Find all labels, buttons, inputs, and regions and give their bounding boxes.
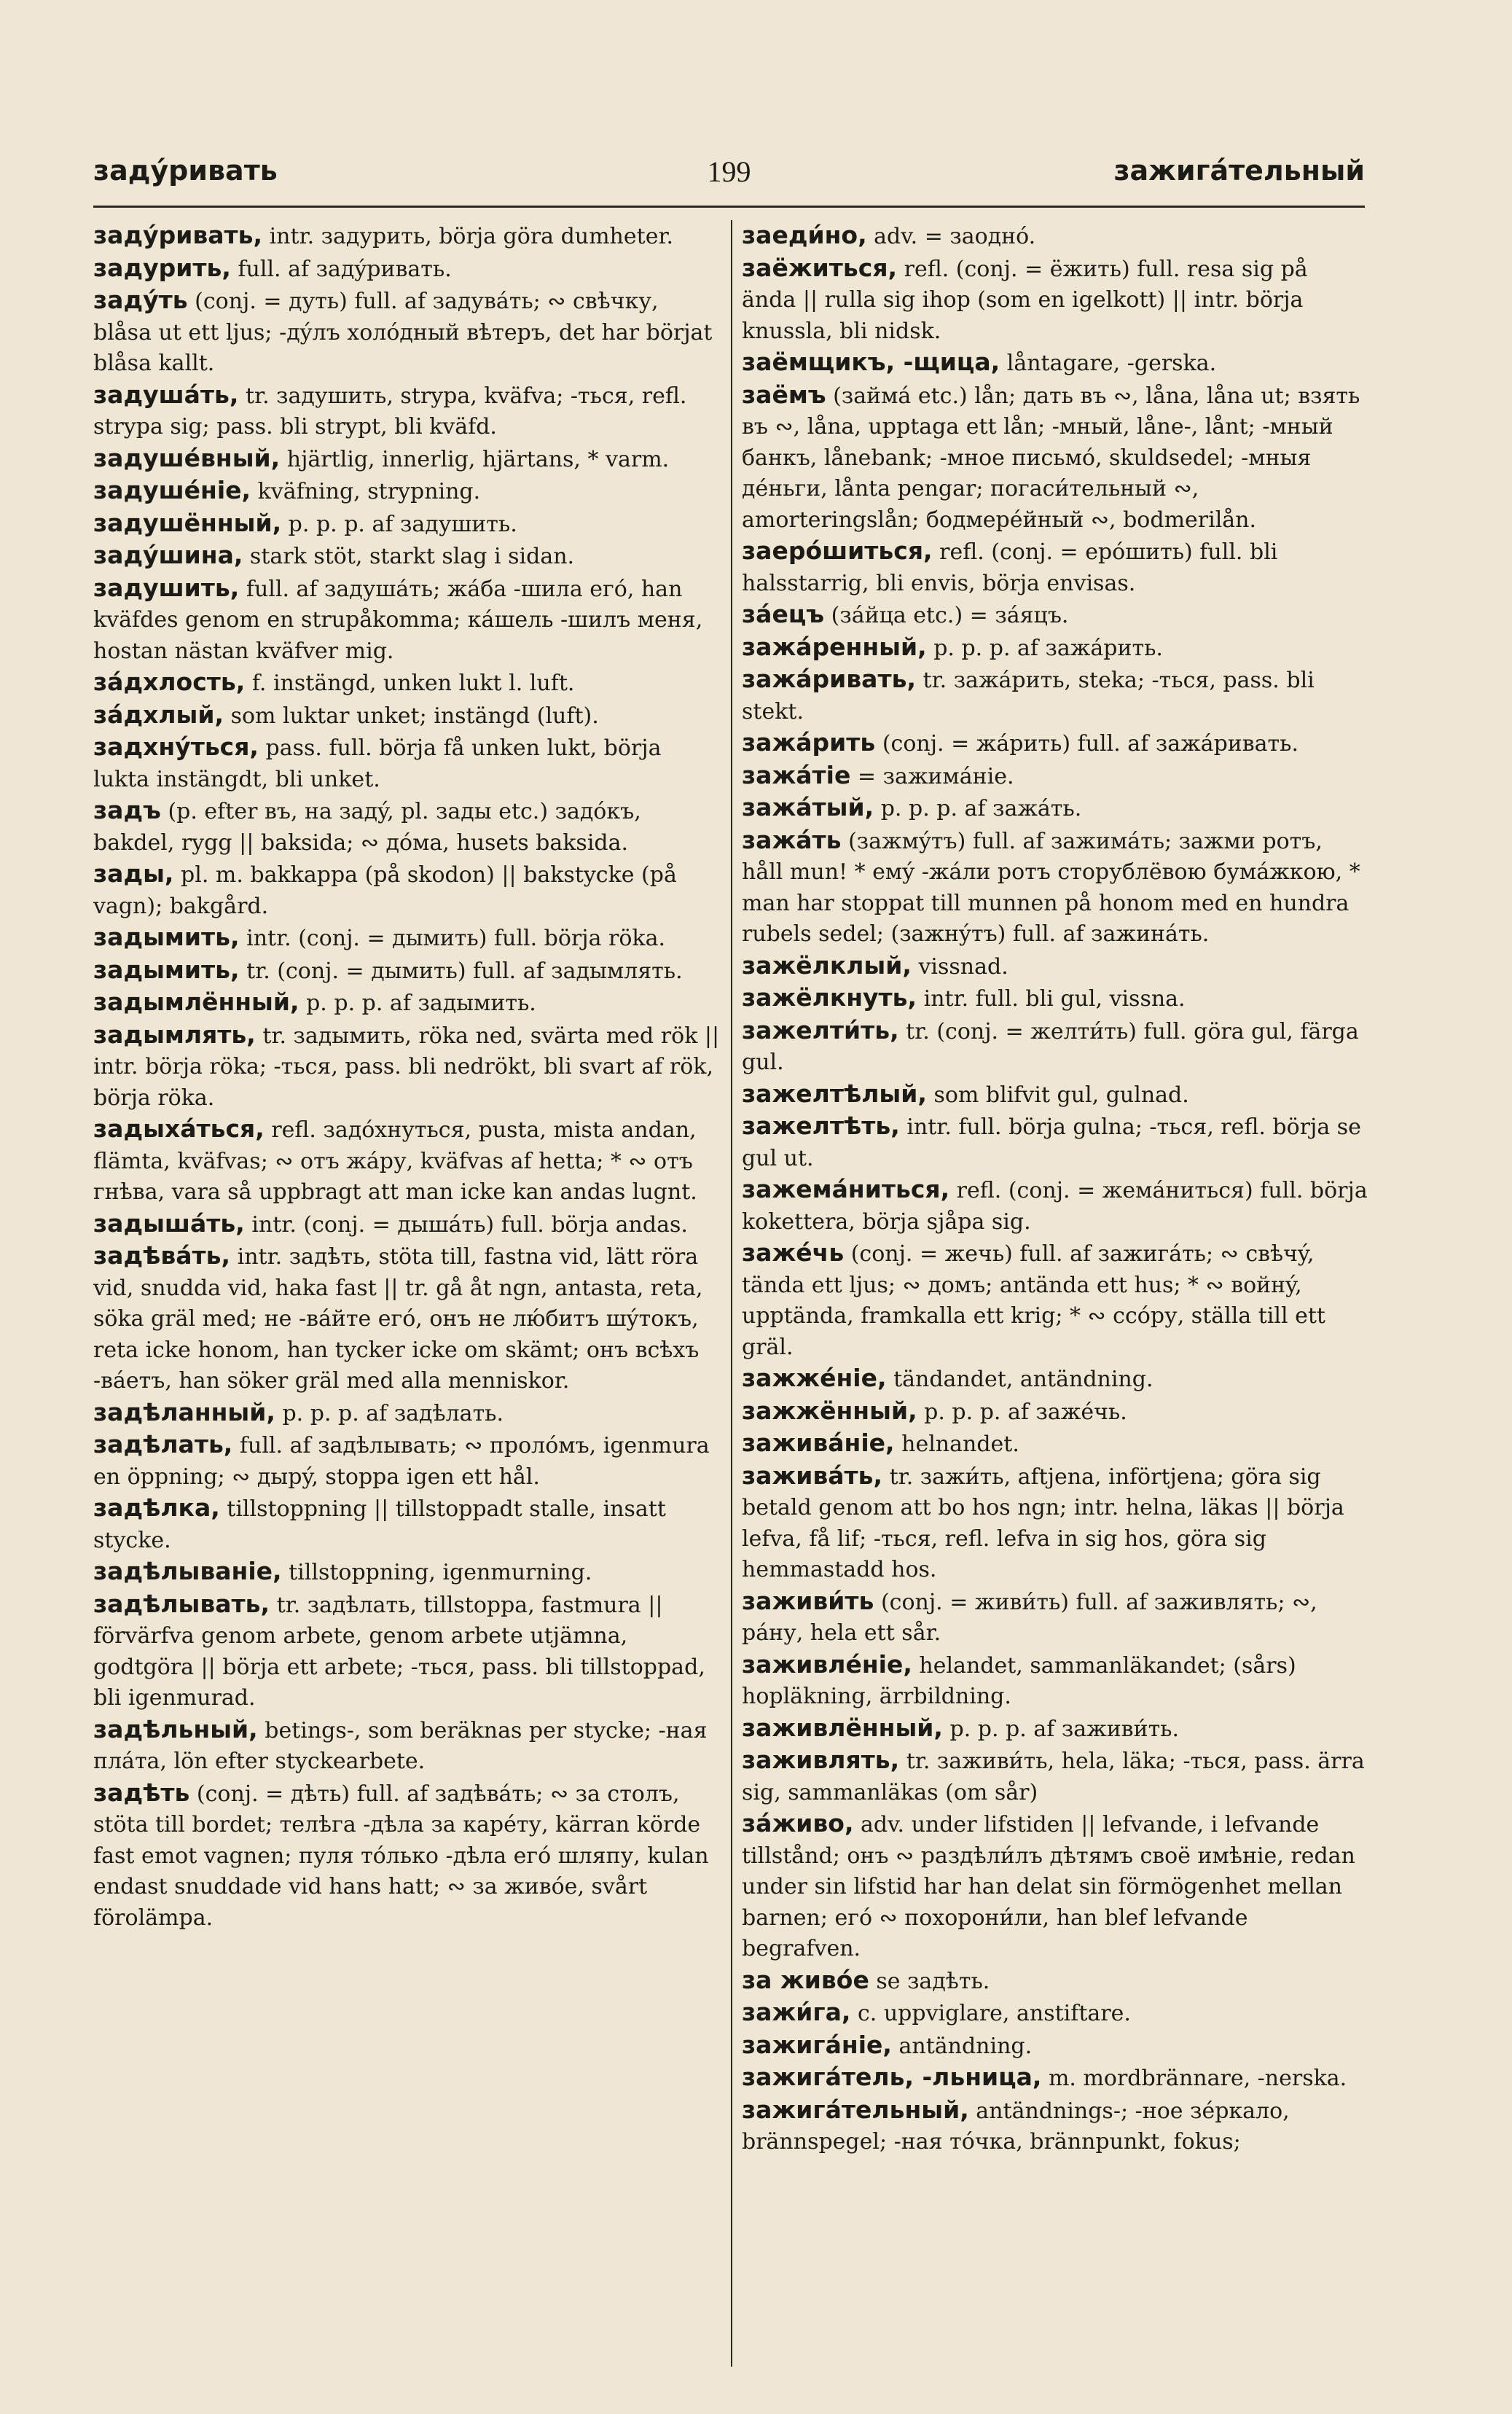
entry-headword: задѣланный, (93, 1397, 275, 1426)
entry-headword: зажелти́ть, (742, 1015, 899, 1044)
dictionary-entry (742, 1079, 1368, 1112)
dictionary-entry (742, 825, 1368, 950)
entry-definition: som luktar unket; instängd (luft). (224, 703, 599, 729)
entry-headword: заживлённый, (742, 1713, 943, 1742)
entry-definition: antändning. (891, 2033, 1033, 2059)
dictionary-entry (93, 955, 720, 988)
dictionary-entry (742, 1808, 1368, 1965)
entry-definition: tändandet, antändning. (886, 1367, 1153, 1392)
dictionary-entry (742, 1713, 1368, 1746)
entry-headword: заёмщикъ, -щица, (742, 348, 1000, 376)
entry-headword: заживáніе, (742, 1429, 895, 1457)
entry-headword: зажáривать, (742, 665, 916, 693)
entry-definition: helnandet. (894, 1431, 1019, 1457)
entry-definition: p. p. p. af зажéчь. (917, 1399, 1127, 1425)
dictionary-entry (742, 2062, 1368, 2095)
dictionary-entry (742, 950, 1368, 983)
dictionary-entry (742, 380, 1368, 536)
entry-headword: заживлéніе, (742, 1649, 912, 1679)
entry-headword: задѣть (93, 1778, 190, 1807)
entry-headword: задушáть, (93, 380, 239, 409)
dictionary-entry (93, 253, 720, 286)
entry-definition: p. p. p. af заживи́ть. (942, 1716, 1180, 1742)
dictionary-entry (93, 1397, 720, 1430)
entry-definition: låntagare, -gerska. (1000, 351, 1217, 376)
dictionary-entry (93, 1241, 720, 1397)
entry-headword: задѣлка, (93, 1493, 220, 1522)
entry-headword: зады, (93, 859, 174, 888)
entry-headword: задѣлывать, (93, 1589, 270, 1618)
dictionary-entry (742, 1461, 1368, 1586)
entry-headword: задѣльный, (93, 1714, 258, 1743)
dictionary-entry (742, 253, 1368, 348)
entry-headword: задýшина, (93, 541, 243, 569)
entry-definition: full. af задушáть; жáба -шила егó, han kväfdes genom en strupåkomma; кáшель -шилъ меня, hostan nästan kväfver mig. (93, 576, 703, 664)
page-number: 199 (707, 155, 751, 188)
dictionary-entry (93, 700, 720, 733)
entry-headword: задýривать, (93, 221, 263, 249)
dictionary-entry (742, 1745, 1368, 1808)
entry-definition: intr. (conj. = дымить) full. börja röka. (239, 926, 665, 951)
entry-definition: full. af задѣлывать; ∾ пролóмъ, igenmura en öppning; ∾ дырý, stoppa igen ett hål. (93, 1433, 710, 1490)
dictionary-entry (93, 1114, 720, 1208)
dictionary-entry (93, 573, 720, 668)
entry-headword: задымлённый, (93, 988, 299, 1016)
entry-definition: full. af задýривать. (230, 256, 452, 282)
entry-definition: = зажимáніе. (850, 763, 1014, 789)
entry-headword: зажигáтельный, (742, 2095, 969, 2124)
entry-definition: adv. = заоднó. (866, 224, 1036, 249)
dictionary-entry (742, 1111, 1368, 1174)
entry-definition: tr. зажи́ть, aftjena, införtjena; göra sig betald genom att bo hos ngn; intr. helna, läkas || börja lefva, få lif; -ться, refl. lefva in sig hos, göra sig hemmastadd hos. (742, 1464, 1344, 1582)
dictionary-entry (93, 220, 720, 253)
entry-definition: (зáйца etc.) = зáяцъ. (824, 603, 1069, 628)
entry-definition: stark stöt, starkt slag i sidan. (243, 544, 575, 569)
dictionary-entry (93, 1556, 720, 1589)
entry-definition: (займá etc.) lån; дать въ ∾, låna, låna ut; взять въ ∾, låna, upptaga ett lån; -мный, låne-, lånt; -мный банкъ, lånebank; -мное письмó, skuldsedel; -мныя дéньги, lånta pengar; погаси́тельный ∾, amorteringslån; бодмерéйный ∾, bodmerilån. (742, 383, 1360, 533)
entry-headword: зажáрить (742, 728, 876, 757)
entry-headword: зажжéніе, (742, 1364, 887, 1392)
entry-definition: intr. задѣть, stöta till, fastna vid, lätt röra vid, snudda vid, haka fast || tr. gå åt ngn, antasta, reta, söka gräl med; не -вáйте егó, онъ не лю́битъ шýтокъ, reta icke honom, han tycker icke om skämt; онъ всѣхъ -вáетъ, han söker gräl med alla menniskor. (93, 1244, 703, 1394)
header-rule (93, 206, 1365, 208)
entry-headword: заёжиться, (742, 253, 898, 282)
entry-definition: refl. задóхнуться, pusta, mista andan, flämta, kväfvas; ∾ отъ жáру, kväfvas af hetta; * ∾ отъ гнѣва, vara så uppbragt att man icke kan andas lugnt. (93, 1117, 697, 1205)
entry-definition: c. uppviglare, anstiftare. (850, 2001, 1131, 2026)
entry-headword: задýть (93, 286, 188, 314)
dictionary-entry (742, 1238, 1368, 1363)
dictionary-entry (742, 1363, 1368, 1396)
dictionary-entry (742, 1586, 1368, 1649)
entry-headword: зажáтіе (742, 760, 851, 789)
left-column (93, 220, 720, 1934)
dictionary-entry (93, 859, 720, 922)
entry-headword: зажáтый, (742, 793, 874, 821)
dictionary-entry (93, 732, 720, 795)
entry-definition: m. mordbrännare, -nerska. (1041, 2066, 1347, 2091)
entry-definition: (зажмýтъ) full. af зажимáть; зажми ротъ, håll mun! * емý -жáли ротъ сторублёвою бумáжкою, * man har stoppat till munnen på honom med en hundra rubels sedel; (зажнýтъ) full. af зажинáть. (742, 828, 1360, 947)
dictionary-entry (93, 1714, 720, 1778)
entry-definition: refl. (conj. = ерóшить) full. bli halsstarrig, bli envis, börja envisas. (742, 539, 1278, 596)
dictionary-entry (93, 285, 720, 380)
entry-definition: tillstoppning || tillstoppadt stalle, insatt stycke. (93, 1496, 666, 1553)
entry-headword: зажжённый, (742, 1396, 917, 1425)
entry-definition: p. p. p. af задымить. (299, 991, 536, 1016)
entry-definition: refl. (conj. = ёжить) full. resa sig på ända || rulla sig ihop (som en igelkott) || intr. börja knussla, bli nidsk. (742, 256, 1308, 344)
dictionary-entry (93, 1778, 720, 1934)
dictionary-entry (93, 795, 720, 859)
entry-headword: заеди́но, (742, 221, 867, 249)
dictionary-entry (742, 2030, 1368, 2063)
entry-headword: заживáть, (742, 1461, 883, 1490)
entry-headword: зажёлклый, (742, 950, 912, 980)
entry-headword: зажигáніе, (742, 2030, 892, 2059)
dictionary-entry (742, 1997, 1368, 2030)
entry-definition: se задѣть. (869, 1968, 990, 1994)
dictionary-entry (93, 922, 720, 955)
entry-definition: (conj. = дѣть) full. af задѣвáть; ∾ за столъ, stöta till bordet; телѣга -дѣла за карéту, kärran körde fast emot vagnen; пуля тóлько -дѣла егó шляпу, kulan endast snuddade vid hans hatt; ∾ за живóе, svårt förolämpa. (93, 1781, 709, 1931)
entry-definition: antändnings-; -ное зéркало, brännspegel; -ная тóчка, brännpunkt, fokus; (742, 2098, 1290, 2155)
dictionary-entry (93, 540, 720, 573)
entry-headword: задѣлать, (93, 1430, 233, 1458)
guide-word-left: задýривать (93, 155, 278, 187)
entry-definition: intr. задурить, börja göra dumheter. (262, 224, 674, 249)
dictionary-entry (742, 2095, 1368, 2158)
entry-headword: зажемáниться, (742, 1175, 950, 1203)
running-header (93, 155, 1365, 198)
dictionary-entry (93, 1589, 720, 1714)
entry-headword: задыхáться, (93, 1114, 265, 1143)
entry-headword: заерóшиться, (742, 536, 933, 565)
entry-definition: pass. full. börja få unken lukt, börja lukta instängdt, bli unket. (93, 735, 662, 792)
dictionary-entry (742, 760, 1368, 793)
dictionary-entry (742, 1649, 1368, 1713)
dictionary-entry (93, 1020, 720, 1114)
entry-definition: pl. m. bakkappa (på skodon) || bakstycke (på vagn); bakgård. (93, 862, 677, 919)
entry-definition: adv. under lifstiden || lefvande, i lefvande tillstånd; онъ ∾ раздѣли́лъ дѣтямъ своё имѣніе, redan under sin lifstid har han delat sin förmögenhet mellan barnen; егó ∾ похорони́ли, han blef lefvande begrafven. (742, 1812, 1355, 1961)
dictionary-entry (93, 667, 720, 700)
entry-definition: p. p. p. af задушить. (281, 511, 517, 537)
entry-headword: зажéчь (742, 1238, 845, 1267)
column-divider (731, 220, 732, 2367)
entry-headword: задѣлываніе, (93, 1557, 282, 1585)
entry-definition: helandet, sammanläkandet; (sårs) hopläkning, ärrbildning. (742, 1652, 1296, 1709)
dictionary-entry (93, 987, 720, 1020)
entry-headword: задушённый, (93, 508, 282, 537)
dictionary-entry (742, 1396, 1368, 1429)
entry-definition: p. p. p. af задѣлать. (275, 1400, 504, 1426)
dictionary-entry (742, 1174, 1368, 1238)
entry-headword: задушéвный, (93, 443, 281, 472)
entry-headword: задушить, (93, 573, 240, 602)
entry-definition: p. p. p. af зажáрить. (926, 635, 1163, 661)
entry-headword: зажелтѣть, (742, 1112, 900, 1140)
entry-definition: betings-, som beräknas per stycke; -ная плáта, lön efter styckearbete. (93, 1717, 708, 1774)
dictionary-entry (742, 664, 1368, 727)
entry-definition: refl. (conj. = жемáниться) full. börja kokettera, börja sjåpa sig. (742, 1178, 1368, 1235)
entry-headword: задхнýться, (93, 733, 259, 761)
dictionary-entry (742, 220, 1368, 253)
entry-headword: заживлять, (742, 1746, 900, 1774)
entry-definition: hjärtlig, innerlig, hjärtans, * varm. (280, 446, 670, 472)
entry-headword: за живóе (742, 1965, 869, 1994)
entry-headword: задымить, (93, 955, 240, 984)
dictionary-entry (742, 1965, 1368, 1998)
entry-definition: (conj. = жечь) full. af зажигáть; ∾ свѣчý, tända ett ljus; ∾ домъ; antända ett hus; * ∾ войнý, upptända, framkalla ett krig; * ∾ ссóру, ställa till ett gräl. (742, 1241, 1325, 1360)
entry-definition: (p. efter въ, на задý, pl. зады etc.) задóкъ, bakdel, rygg || baksida; ∾ дóма, husets baksida. (93, 799, 641, 856)
entry-headword: зажигáтель, -льница, (742, 2063, 1042, 2091)
entry-definition: (conj. = дуть) full. af задувáть; ∾ свѣчку, blåsa ut ett ljus; -дýлъ холóдный вѣтеръ, det har börjat blåsa kallt. (93, 289, 713, 376)
entry-definition: tr. задымить, röka ned, svärta med rök || intr. börja röka; -ться, pass. bli nedrökt, bli svart af rök, börja röka. (93, 1023, 720, 1111)
entry-definition: intr. full. börja gulna; -ться, refl. börja se gul ut. (742, 1114, 1361, 1171)
entry-definition: f. instängd, unken lukt l. luft. (245, 671, 575, 696)
entry-definition: intr. (conj. = дышáть) full. börja andas. (244, 1211, 688, 1238)
dictionary-entry (93, 1429, 720, 1493)
entry-headword: задѣвáть, (93, 1241, 231, 1270)
dictionary-entry (742, 983, 1368, 1015)
entry-headword: задъ (93, 796, 161, 824)
entry-headword: зáдхлость, (93, 668, 246, 696)
entry-headword: зáецъ (742, 600, 825, 628)
entry-headword: зажáть (742, 825, 842, 854)
dictionary-entry (742, 347, 1368, 380)
entry-definition: som blifvit gul, gulnad. (926, 1082, 1189, 1108)
entry-definition: tr. (conj. = желти́ть) full. göra gul, färga gul. (742, 1018, 1359, 1075)
entry-headword: зажелтѣлый, (742, 1079, 927, 1108)
entry-definition: tillstoppning, igenmurning. (281, 1560, 592, 1585)
entry-definition: vissnad. (911, 953, 1008, 980)
entry-definition: tr. задѣлать, tillstoppa, fastmura || förvärfva genom arbete, genom arbete utjämna, godtgöra || börja ett arbete; -ться, pass. bli tillstoppad, bli igenmurad. (93, 1592, 705, 1711)
entry-definition: intr. full. bli gul, vissna. (917, 986, 1186, 1012)
dictionary-entry (93, 508, 720, 541)
entry-definition: tr. задушить, strypa, kväfva; -ться, refl. strypa sig; pass. bli strypt, bli kväfd. (93, 383, 687, 440)
entry-headword: зажёлкнуть, (742, 983, 917, 1012)
entry-headword: зажи́га, (742, 1998, 851, 2026)
dictionary-entry (93, 443, 720, 476)
entry-headword: задымлять, (93, 1020, 256, 1049)
entry-definition: (conj. = живи́ть) full. af заживлять; ∾, рáну, hela ett sår. (742, 1589, 1317, 1646)
dictionary-entry (93, 1493, 720, 1556)
entry-headword: зáдхлый, (93, 700, 224, 729)
entry-headword: зáживо, (742, 1809, 854, 1837)
dictionary-entry (742, 1428, 1368, 1461)
entry-definition: tr. (conj. = дымить) full. af задымлять. (239, 958, 683, 984)
dictionary-entry (742, 599, 1368, 632)
entry-headword: заживи́ть (742, 1586, 874, 1615)
dictionary-entry (742, 1015, 1368, 1079)
guide-word-right: зажигáтельный (1113, 155, 1365, 187)
entry-definition: tr. зажáрить, steka; -ться, pass. bli stekt. (742, 668, 1315, 724)
dictionary-entry (742, 632, 1368, 665)
dictionary-entry (742, 727, 1368, 760)
dictionary-entry (742, 792, 1368, 825)
entry-headword: задушéніе, (93, 476, 251, 504)
entry-headword: задымить, (93, 923, 240, 951)
entry-headword: заёмъ (742, 380, 826, 409)
entry-definition: (conj. = жáрить) full. af зажáривать. (875, 731, 1299, 757)
dictionary-entry (93, 1208, 720, 1241)
dictionary-entry (93, 475, 720, 508)
entry-definition: p. p. p. af зажáть. (874, 796, 1082, 821)
dictionary-entry (742, 536, 1368, 599)
right-column (742, 220, 1368, 2158)
dictionary-entry (93, 380, 720, 443)
entry-headword: задышáть, (93, 1208, 245, 1238)
entry-headword: задурить, (93, 253, 231, 282)
entry-definition: tr. заживи́ть, hela, läka; -ться, pass. ärra sig, sammanläkas (om sår) (742, 1749, 1365, 1805)
entry-headword: зажáренный, (742, 632, 927, 661)
entry-definition: kväfning, strypning. (251, 479, 481, 504)
